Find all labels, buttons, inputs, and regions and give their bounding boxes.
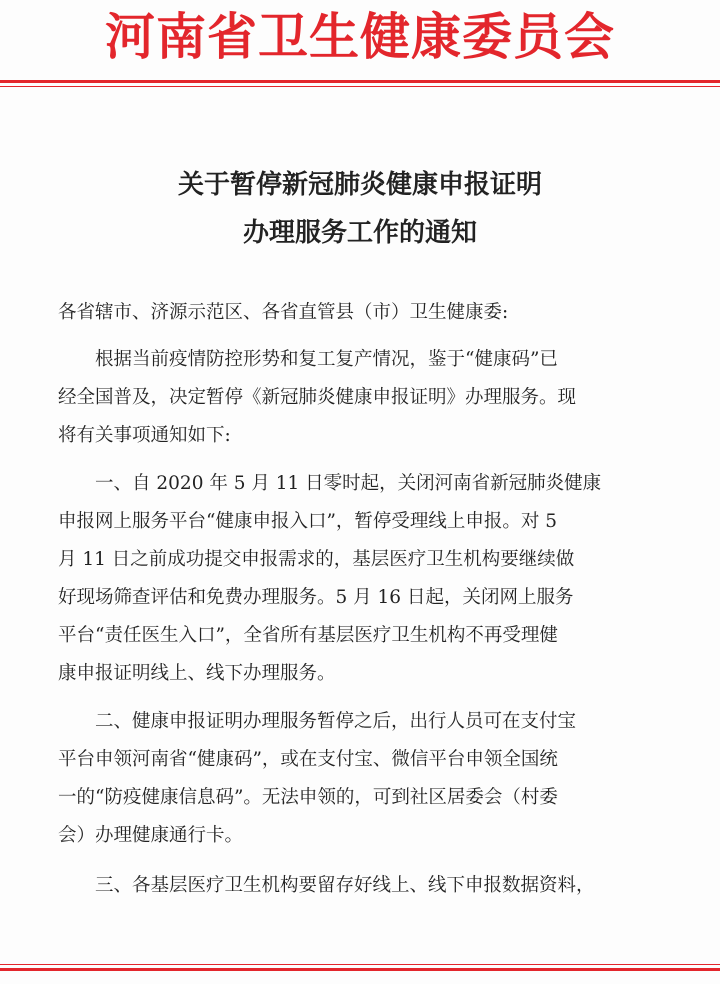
header-rule-thick [0,80,720,83]
paragraph-line: 会）办理健康通行卡。 [58,825,244,846]
header-red-rule [0,80,720,88]
footer-red-rule [0,964,720,972]
paragraph-line: 经全国普及，决定暂停《新冠肺炎健康申报证明》办理服务。现 [58,387,577,408]
paragraph-line: 康申报证明线上、线下办理服务。 [58,663,336,684]
paragraph-line: 月 11 日之前成功提交申报需求的，基层医疗卫生机构要继续做 [58,549,575,570]
paragraph-line: 平台申领河南省“健康码”，或在支付宝、微信平台申领全国统 [58,749,558,770]
paragraph-line: 一的“防疫健康信息码”。无法申领的，可到社区居委会（村委 [58,787,558,808]
paragraph-line: 将有关事项通知如下: [58,425,231,446]
footer-rule-thin [0,964,720,965]
document-title-line-1: 关于暂停新冠肺炎健康申报证明 [177,170,542,200]
footer-rule-thick [0,968,720,971]
paragraph-line: 申报网上服务平台“健康申报入口”，暂停受理线上申报。对 5 [58,511,558,532]
salutation: 各省辖市、济源示范区、各省直管县（市）卫生健康委: [58,302,509,323]
paragraph-line: 平台“责任医生入口”，全省所有基层医疗卫生机构不再受理健 [58,625,558,646]
paragraph-line: 根据当前疫情防控形势和复工复产情况，鉴于“健康码”已 [58,349,558,370]
document-title-line-2: 办理服务工作的通知 [242,218,477,248]
paragraph-line: 一、自 2020 年 5 月 11 日零时起，关闭河南省新冠肺炎健康 [58,473,602,494]
header-rule-thin [0,86,720,87]
paragraph-line: 二、健康申报证明办理服务暂停之后，出行人员可在支付宝 [58,711,577,732]
agency-masthead: 河南省卫生健康委员会 [105,7,615,66]
paragraph-line: 好现场筛查评估和免费办理服务。5 月 16 日起，关闭网上服务 [58,587,574,608]
paragraph-line: 三、各基层医疗卫生机构要留存好线上、线下申报数据资料， [58,875,595,896]
